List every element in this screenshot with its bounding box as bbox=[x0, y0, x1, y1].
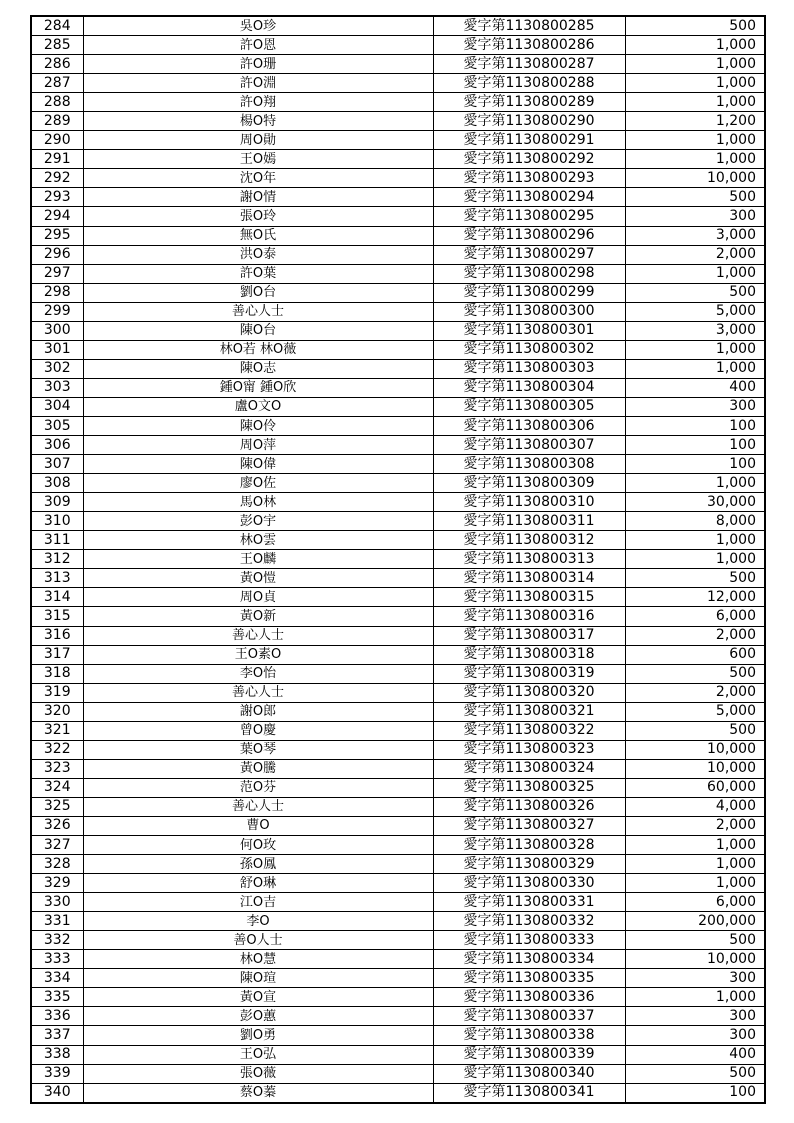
receipt-number: 愛字第1130800326 bbox=[433, 797, 625, 816]
receipt-number: 愛字第1130800296 bbox=[433, 226, 625, 245]
donor-name: 黃O宣 bbox=[83, 988, 433, 1007]
donor-name: 謝O郎 bbox=[83, 702, 433, 721]
receipt-number: 愛字第1130800291 bbox=[433, 131, 625, 150]
donation-amount: 2,000 bbox=[625, 816, 765, 835]
row-number: 332 bbox=[31, 931, 83, 950]
row-number: 323 bbox=[31, 759, 83, 778]
receipt-number: 愛字第1130800334 bbox=[433, 950, 625, 969]
table-row bbox=[31, 112, 765, 131]
receipt-number: 愛字第1130800312 bbox=[433, 531, 625, 550]
receipt-number: 愛字第1130800328 bbox=[433, 836, 625, 855]
table-row bbox=[31, 607, 765, 626]
donation-amount: 1,000 bbox=[625, 855, 765, 874]
row-number: 328 bbox=[31, 855, 83, 874]
row-number: 289 bbox=[31, 112, 83, 131]
donation-amount: 2,000 bbox=[625, 626, 765, 645]
receipt-number: 愛字第1130800314 bbox=[433, 569, 625, 588]
table-row bbox=[31, 912, 765, 931]
donation-table bbox=[30, 15, 766, 1104]
receipt-number: 愛字第1130800316 bbox=[433, 607, 625, 626]
row-number: 300 bbox=[31, 321, 83, 340]
row-number: 301 bbox=[31, 340, 83, 359]
donation-amount: 1,000 bbox=[625, 874, 765, 893]
table-row bbox=[31, 455, 765, 474]
table-row bbox=[31, 531, 765, 550]
donor-name: 鍾O甯 鍾O欣 bbox=[83, 378, 433, 397]
table-row bbox=[31, 302, 765, 321]
donation-amount: 100 bbox=[625, 1083, 765, 1103]
donor-name: 沈O年 bbox=[83, 169, 433, 188]
row-number: 316 bbox=[31, 626, 83, 645]
donor-name: 王O嫣 bbox=[83, 150, 433, 169]
donation-amount: 500 bbox=[625, 931, 765, 950]
table-row bbox=[31, 797, 765, 816]
receipt-number: 愛字第1130800287 bbox=[433, 55, 625, 74]
donor-name: 陳O伶 bbox=[83, 416, 433, 435]
receipt-number: 愛字第1130800325 bbox=[433, 778, 625, 797]
donor-name: 張O薇 bbox=[83, 1064, 433, 1083]
table-row bbox=[31, 664, 765, 683]
donor-name: 馬O林 bbox=[83, 493, 433, 512]
donation-amount: 500 bbox=[625, 283, 765, 302]
row-number: 306 bbox=[31, 436, 83, 455]
table-row bbox=[31, 874, 765, 893]
table-row bbox=[31, 74, 765, 93]
receipt-number: 愛字第1130800321 bbox=[433, 702, 625, 721]
row-number: 322 bbox=[31, 740, 83, 759]
row-number: 324 bbox=[31, 778, 83, 797]
donor-name: 李O怡 bbox=[83, 664, 433, 683]
row-number: 314 bbox=[31, 588, 83, 607]
row-number: 317 bbox=[31, 645, 83, 664]
donation-amount: 1,000 bbox=[625, 550, 765, 569]
row-number: 336 bbox=[31, 1007, 83, 1026]
table-row bbox=[31, 512, 765, 531]
receipt-number: 愛字第1130800289 bbox=[433, 93, 625, 112]
table-row bbox=[31, 416, 765, 435]
table-row bbox=[31, 550, 765, 569]
row-number: 302 bbox=[31, 359, 83, 378]
row-number: 293 bbox=[31, 188, 83, 207]
row-number: 325 bbox=[31, 797, 83, 816]
donation-amount: 1,000 bbox=[625, 340, 765, 359]
table-row bbox=[31, 988, 765, 1007]
donor-name: 善O人士 bbox=[83, 931, 433, 950]
donation-amount: 400 bbox=[625, 1045, 765, 1064]
table-row bbox=[31, 855, 765, 874]
row-number: 287 bbox=[31, 74, 83, 93]
donation-amount: 12,000 bbox=[625, 588, 765, 607]
receipt-number: 愛字第1130800294 bbox=[433, 188, 625, 207]
receipt-number: 愛字第1130800302 bbox=[433, 340, 625, 359]
table-row bbox=[31, 702, 765, 721]
receipt-number: 愛字第1130800320 bbox=[433, 683, 625, 702]
donor-name: 吳O珍 bbox=[83, 16, 433, 36]
receipt-number: 愛字第1130800292 bbox=[433, 150, 625, 169]
donation-amount: 1,000 bbox=[625, 74, 765, 93]
donation-amount: 10,000 bbox=[625, 169, 765, 188]
table-row bbox=[31, 931, 765, 950]
row-number: 294 bbox=[31, 207, 83, 226]
row-number: 299 bbox=[31, 302, 83, 321]
row-number: 320 bbox=[31, 702, 83, 721]
row-number: 308 bbox=[31, 474, 83, 493]
receipt-number: 愛字第1130800329 bbox=[433, 855, 625, 874]
donation-amount: 500 bbox=[625, 188, 765, 207]
receipt-number: 愛字第1130800338 bbox=[433, 1026, 625, 1045]
table-row bbox=[31, 397, 765, 416]
receipt-number: 愛字第1130800304 bbox=[433, 378, 625, 397]
receipt-number: 愛字第1130800319 bbox=[433, 664, 625, 683]
donor-name: 范O芬 bbox=[83, 778, 433, 797]
row-number: 298 bbox=[31, 283, 83, 302]
donor-name: 許O葉 bbox=[83, 264, 433, 283]
donor-name: 李O bbox=[83, 912, 433, 931]
donor-name: 葉O琴 bbox=[83, 740, 433, 759]
donation-amount: 1,000 bbox=[625, 531, 765, 550]
table-row bbox=[31, 626, 765, 645]
donor-name: 張O玲 bbox=[83, 207, 433, 226]
receipt-number: 愛字第1130800309 bbox=[433, 474, 625, 493]
donation-amount: 1,000 bbox=[625, 36, 765, 55]
row-number: 339 bbox=[31, 1064, 83, 1083]
table-row bbox=[31, 226, 765, 245]
donation-amount: 1,200 bbox=[625, 112, 765, 131]
receipt-number: 愛字第1130800305 bbox=[433, 397, 625, 416]
donation-amount: 100 bbox=[625, 455, 765, 474]
receipt-number: 愛字第1130800315 bbox=[433, 588, 625, 607]
table-row bbox=[31, 1083, 765, 1103]
donation-amount: 100 bbox=[625, 436, 765, 455]
donation-amount: 1,000 bbox=[625, 55, 765, 74]
row-number: 291 bbox=[31, 150, 83, 169]
row-number: 338 bbox=[31, 1045, 83, 1064]
table-row bbox=[31, 188, 765, 207]
row-number: 318 bbox=[31, 664, 83, 683]
table-row bbox=[31, 1007, 765, 1026]
donor-name: 善心人士 bbox=[83, 797, 433, 816]
receipt-number: 愛字第1130800293 bbox=[433, 169, 625, 188]
row-number: 296 bbox=[31, 245, 83, 264]
donation-amount: 500 bbox=[625, 664, 765, 683]
receipt-number: 愛字第1130800324 bbox=[433, 759, 625, 778]
table-row bbox=[31, 588, 765, 607]
donor-name: 江O吉 bbox=[83, 893, 433, 912]
donor-name: 王O麟 bbox=[83, 550, 433, 569]
donation-amount: 1,000 bbox=[625, 264, 765, 283]
donation-amount: 1,000 bbox=[625, 988, 765, 1007]
donor-name: 劉O勇 bbox=[83, 1026, 433, 1045]
donor-name: 盧O文O bbox=[83, 397, 433, 416]
row-number: 312 bbox=[31, 550, 83, 569]
receipt-number: 愛字第1130800295 bbox=[433, 207, 625, 226]
row-number: 290 bbox=[31, 131, 83, 150]
table-row bbox=[31, 264, 765, 283]
donor-name: 楊O特 bbox=[83, 112, 433, 131]
row-number: 284 bbox=[31, 16, 83, 36]
donor-name: 陳O志 bbox=[83, 359, 433, 378]
receipt-number: 愛字第1130800288 bbox=[433, 74, 625, 93]
row-number: 335 bbox=[31, 988, 83, 1007]
row-number: 311 bbox=[31, 531, 83, 550]
donor-name: 洪O泰 bbox=[83, 245, 433, 264]
table-row bbox=[31, 474, 765, 493]
receipt-number: 愛字第1130800331 bbox=[433, 893, 625, 912]
donation-amount: 1,000 bbox=[625, 93, 765, 112]
receipt-number: 愛字第1130800285 bbox=[433, 16, 625, 36]
donation-amount: 10,000 bbox=[625, 759, 765, 778]
row-number: 326 bbox=[31, 816, 83, 835]
row-number: 305 bbox=[31, 416, 83, 435]
donor-name: 許O珊 bbox=[83, 55, 433, 74]
table-row bbox=[31, 969, 765, 988]
donation-amount: 1,000 bbox=[625, 150, 765, 169]
donation-amount: 10,000 bbox=[625, 950, 765, 969]
row-number: 288 bbox=[31, 93, 83, 112]
table-row bbox=[31, 721, 765, 740]
donation-table-body bbox=[31, 16, 765, 1103]
donor-name: 彭O蕙 bbox=[83, 1007, 433, 1026]
donor-name: 周O萍 bbox=[83, 436, 433, 455]
table-row bbox=[31, 1026, 765, 1045]
row-number: 329 bbox=[31, 874, 83, 893]
donation-amount: 400 bbox=[625, 378, 765, 397]
donation-amount: 300 bbox=[625, 207, 765, 226]
donation-amount: 8,000 bbox=[625, 512, 765, 531]
table-row bbox=[31, 16, 765, 36]
receipt-number: 愛字第1130800311 bbox=[433, 512, 625, 531]
donor-name: 陳O瑄 bbox=[83, 969, 433, 988]
table-row bbox=[31, 93, 765, 112]
receipt-number: 愛字第1130800323 bbox=[433, 740, 625, 759]
donor-name: 黃O愷 bbox=[83, 569, 433, 588]
donation-amount: 300 bbox=[625, 1026, 765, 1045]
donation-amount: 300 bbox=[625, 969, 765, 988]
donation-amount: 4,000 bbox=[625, 797, 765, 816]
row-number: 303 bbox=[31, 378, 83, 397]
donor-name: 舒O琳 bbox=[83, 874, 433, 893]
donor-name: 林O慧 bbox=[83, 950, 433, 969]
donor-name: 許O恩 bbox=[83, 36, 433, 55]
row-number: 333 bbox=[31, 950, 83, 969]
table-row bbox=[31, 778, 765, 797]
table-row bbox=[31, 816, 765, 835]
donor-name: 何O玫 bbox=[83, 836, 433, 855]
donor-name: 王O弘 bbox=[83, 1045, 433, 1064]
donor-name: 王O素O bbox=[83, 645, 433, 664]
donation-amount: 60,000 bbox=[625, 778, 765, 797]
receipt-number: 愛字第1130800341 bbox=[433, 1083, 625, 1103]
table-row bbox=[31, 436, 765, 455]
donor-name: 善心人士 bbox=[83, 302, 433, 321]
receipt-number: 愛字第1130800303 bbox=[433, 359, 625, 378]
donor-name: 蔡O蓁 bbox=[83, 1083, 433, 1103]
donor-name: 周O勛 bbox=[83, 131, 433, 150]
table-row bbox=[31, 950, 765, 969]
receipt-number: 愛字第1130800297 bbox=[433, 245, 625, 264]
table-row bbox=[31, 1045, 765, 1064]
donation-amount: 500 bbox=[625, 1064, 765, 1083]
donation-amount: 500 bbox=[625, 569, 765, 588]
donor-name: 林O若 林O薇 bbox=[83, 340, 433, 359]
row-number: 307 bbox=[31, 455, 83, 474]
donor-name: 林O雲 bbox=[83, 531, 433, 550]
receipt-number: 愛字第1130800298 bbox=[433, 264, 625, 283]
donor-name: 黃O新 bbox=[83, 607, 433, 626]
receipt-number: 愛字第1130800300 bbox=[433, 302, 625, 321]
receipt-number: 愛字第1130800290 bbox=[433, 112, 625, 131]
donor-name: 孫O鳳 bbox=[83, 855, 433, 874]
row-number: 334 bbox=[31, 969, 83, 988]
table-row bbox=[31, 245, 765, 264]
receipt-number: 愛字第1130800333 bbox=[433, 931, 625, 950]
donation-amount: 200,000 bbox=[625, 912, 765, 931]
donation-amount: 2,000 bbox=[625, 683, 765, 702]
row-number: 304 bbox=[31, 397, 83, 416]
donor-name: 劉O台 bbox=[83, 283, 433, 302]
donation-amount: 600 bbox=[625, 645, 765, 664]
donor-name: 廖O佐 bbox=[83, 474, 433, 493]
receipt-number: 愛字第1130800339 bbox=[433, 1045, 625, 1064]
donor-name: 許O淵 bbox=[83, 74, 433, 93]
donation-amount: 1,000 bbox=[625, 474, 765, 493]
receipt-number: 愛字第1130800340 bbox=[433, 1064, 625, 1083]
table-row bbox=[31, 740, 765, 759]
donation-amount: 500 bbox=[625, 721, 765, 740]
row-number: 331 bbox=[31, 912, 83, 931]
donor-name: 曹O bbox=[83, 816, 433, 835]
table-row bbox=[31, 569, 765, 588]
row-number: 297 bbox=[31, 264, 83, 283]
donation-amount: 6,000 bbox=[625, 893, 765, 912]
table-row bbox=[31, 207, 765, 226]
row-number: 286 bbox=[31, 55, 83, 74]
donation-amount: 10,000 bbox=[625, 740, 765, 759]
table-row bbox=[31, 36, 765, 55]
receipt-number: 愛字第1130800317 bbox=[433, 626, 625, 645]
table-row bbox=[31, 131, 765, 150]
donation-amount: 2,000 bbox=[625, 245, 765, 264]
receipt-number: 愛字第1130800337 bbox=[433, 1007, 625, 1026]
donation-amount: 1,000 bbox=[625, 359, 765, 378]
donation-amount: 100 bbox=[625, 416, 765, 435]
donation-amount: 3,000 bbox=[625, 321, 765, 340]
donation-amount: 1,000 bbox=[625, 131, 765, 150]
receipt-number: 愛字第1130800299 bbox=[433, 283, 625, 302]
table-row bbox=[31, 645, 765, 664]
receipt-number: 愛字第1130800307 bbox=[433, 436, 625, 455]
table-row bbox=[31, 283, 765, 302]
row-number: 313 bbox=[31, 569, 83, 588]
row-number: 330 bbox=[31, 893, 83, 912]
row-number: 309 bbox=[31, 493, 83, 512]
receipt-number: 愛字第1130800336 bbox=[433, 988, 625, 1007]
receipt-number: 愛字第1130800306 bbox=[433, 416, 625, 435]
donor-name: 曾O慶 bbox=[83, 721, 433, 740]
donation-amount: 3,000 bbox=[625, 226, 765, 245]
row-number: 292 bbox=[31, 169, 83, 188]
donor-name: 黃O騰 bbox=[83, 759, 433, 778]
donor-name: 謝O情 bbox=[83, 188, 433, 207]
receipt-number: 愛字第1130800322 bbox=[433, 721, 625, 740]
table-row bbox=[31, 169, 765, 188]
row-number: 321 bbox=[31, 721, 83, 740]
row-number: 340 bbox=[31, 1083, 83, 1103]
receipt-number: 愛字第1130800301 bbox=[433, 321, 625, 340]
table-row bbox=[31, 759, 765, 778]
row-number: 315 bbox=[31, 607, 83, 626]
table-row bbox=[31, 378, 765, 397]
donation-amount: 300 bbox=[625, 1007, 765, 1026]
donor-name: 陳O偉 bbox=[83, 455, 433, 474]
row-number: 337 bbox=[31, 1026, 83, 1045]
table-row bbox=[31, 359, 765, 378]
receipt-number: 愛字第1130800327 bbox=[433, 816, 625, 835]
receipt-number: 愛字第1130800332 bbox=[433, 912, 625, 931]
receipt-number: 愛字第1130800313 bbox=[433, 550, 625, 569]
donation-amount: 5,000 bbox=[625, 702, 765, 721]
donor-name: 無O氏 bbox=[83, 226, 433, 245]
table-row bbox=[31, 150, 765, 169]
donor-name: 許O翔 bbox=[83, 93, 433, 112]
row-number: 285 bbox=[31, 36, 83, 55]
donation-amount: 30,000 bbox=[625, 493, 765, 512]
donation-amount: 300 bbox=[625, 397, 765, 416]
table-row bbox=[31, 893, 765, 912]
row-number: 327 bbox=[31, 836, 83, 855]
receipt-number: 愛字第1130800286 bbox=[433, 36, 625, 55]
table-row bbox=[31, 55, 765, 74]
table-row bbox=[31, 683, 765, 702]
donor-name: 陳O台 bbox=[83, 321, 433, 340]
donation-amount: 6,000 bbox=[625, 607, 765, 626]
table-row bbox=[31, 340, 765, 359]
row-number: 295 bbox=[31, 226, 83, 245]
donation-amount: 5,000 bbox=[625, 302, 765, 321]
receipt-number: 愛字第1130800318 bbox=[433, 645, 625, 664]
receipt-number: 愛字第1130800330 bbox=[433, 874, 625, 893]
receipt-number: 愛字第1130800310 bbox=[433, 493, 625, 512]
table-row bbox=[31, 1064, 765, 1083]
donor-name: 周O貞 bbox=[83, 588, 433, 607]
receipt-number: 愛字第1130800308 bbox=[433, 455, 625, 474]
table-row bbox=[31, 321, 765, 340]
row-number: 310 bbox=[31, 512, 83, 531]
table-row bbox=[31, 836, 765, 855]
row-number: 319 bbox=[31, 683, 83, 702]
donor-name: 善心人士 bbox=[83, 626, 433, 645]
donation-amount: 500 bbox=[625, 16, 765, 36]
donor-name: 彭O宇 bbox=[83, 512, 433, 531]
donation-amount: 1,000 bbox=[625, 836, 765, 855]
receipt-number: 愛字第1130800335 bbox=[433, 969, 625, 988]
donor-name: 善心人士 bbox=[83, 683, 433, 702]
table-row bbox=[31, 493, 765, 512]
